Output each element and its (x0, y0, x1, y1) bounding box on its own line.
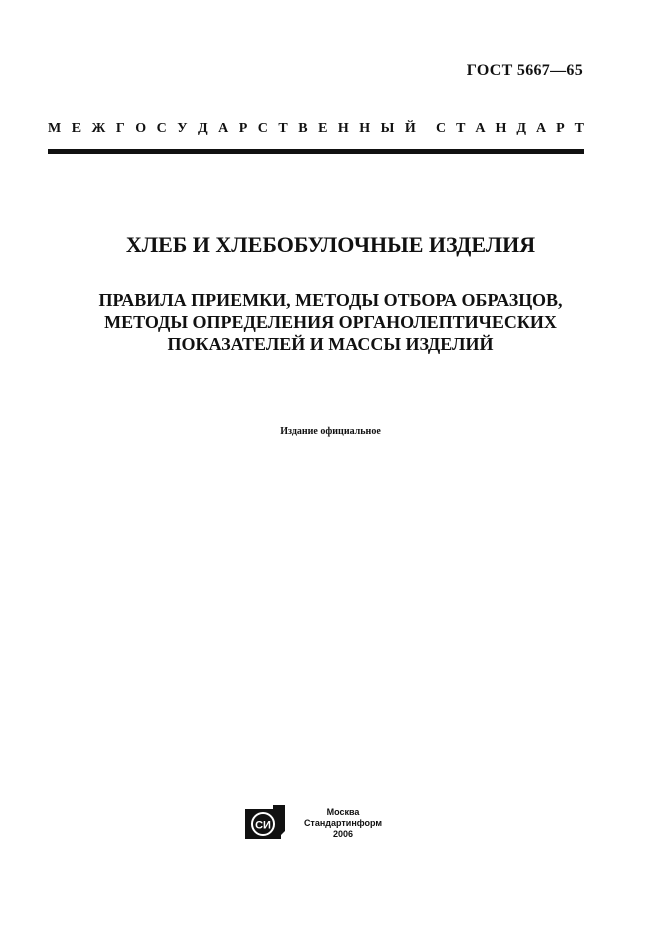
standard-kind-letter: В (298, 121, 308, 136)
subtitle-line: ПОКАЗАТЕЛЕЙ И МАССЫ ИЗДЕЛИЙ (167, 334, 494, 354)
subtitle-line: ПРАВИЛА ПРИЕМКИ, МЕТОДЫ ОТБОРА ОБРАЗЦОВ, (98, 290, 563, 310)
standard-kind-letter: А (475, 121, 486, 136)
document-title: ХЛЕБ И ХЛЕБОБУЛОЧНЫЕ ИЗДЕЛИЯ (125, 232, 536, 257)
standard-kind-letter: Е (71, 121, 82, 136)
standard-kind-letter: С (257, 121, 268, 136)
standard-kind-letter: Н (359, 121, 371, 136)
standard-kind-letter: Ы (380, 121, 395, 136)
standard-kind-letter: Ж (91, 121, 106, 136)
standard-kind-letter: Т (278, 121, 288, 136)
publisher-block (245, 805, 405, 841)
standard-kind-letter: Т (456, 121, 466, 136)
standard-kind-letter: С (436, 121, 447, 136)
standard-kind-letter: Н (495, 121, 507, 136)
standard-kind-letter: О (135, 121, 147, 136)
standard-kind-header (48, 121, 584, 137)
standard-kind-letter: У (177, 121, 188, 136)
logo-text: СИ (255, 819, 271, 832)
standard-kind-letter: А (218, 121, 229, 136)
document-subtitle (40, 289, 621, 355)
edition-note: Издание официальное (280, 426, 381, 437)
standard-kind-letter: Т (574, 121, 584, 136)
standard-kind-letter: Й (404, 121, 416, 136)
standard-kind-word-2 (436, 121, 584, 137)
publisher-text (295, 807, 391, 840)
publisher-year: 2006 (332, 829, 354, 839)
header-rule (48, 149, 584, 154)
standard-kind-letter: Г (115, 121, 125, 136)
standard-kind-letter: Р (556, 121, 565, 136)
standard-kind-letter: Д (516, 121, 526, 136)
standard-kind-letter: М (48, 121, 62, 136)
standard-kind-letter: Н (337, 121, 349, 136)
standard-kind-letter: А (535, 121, 547, 136)
standard-kind-word-1 (48, 121, 416, 137)
subtitle-line: МЕТОДЫ ОПРЕДЕЛЕНИЯ ОРГАНОЛЕПТИЧЕСКИХ (104, 312, 557, 332)
publisher-city: Москва (326, 807, 360, 817)
standartinform-logo-icon (245, 805, 285, 839)
standard-kind-letter: Р (238, 121, 248, 136)
standard-kind-letter: С (156, 121, 167, 136)
standard-kind-letter: Д (198, 121, 208, 136)
publisher-name: Стандартинформ (303, 818, 383, 828)
gost-number: ГОСТ 5667—65 (466, 62, 583, 79)
standard-kind-letter: Е (318, 121, 328, 136)
